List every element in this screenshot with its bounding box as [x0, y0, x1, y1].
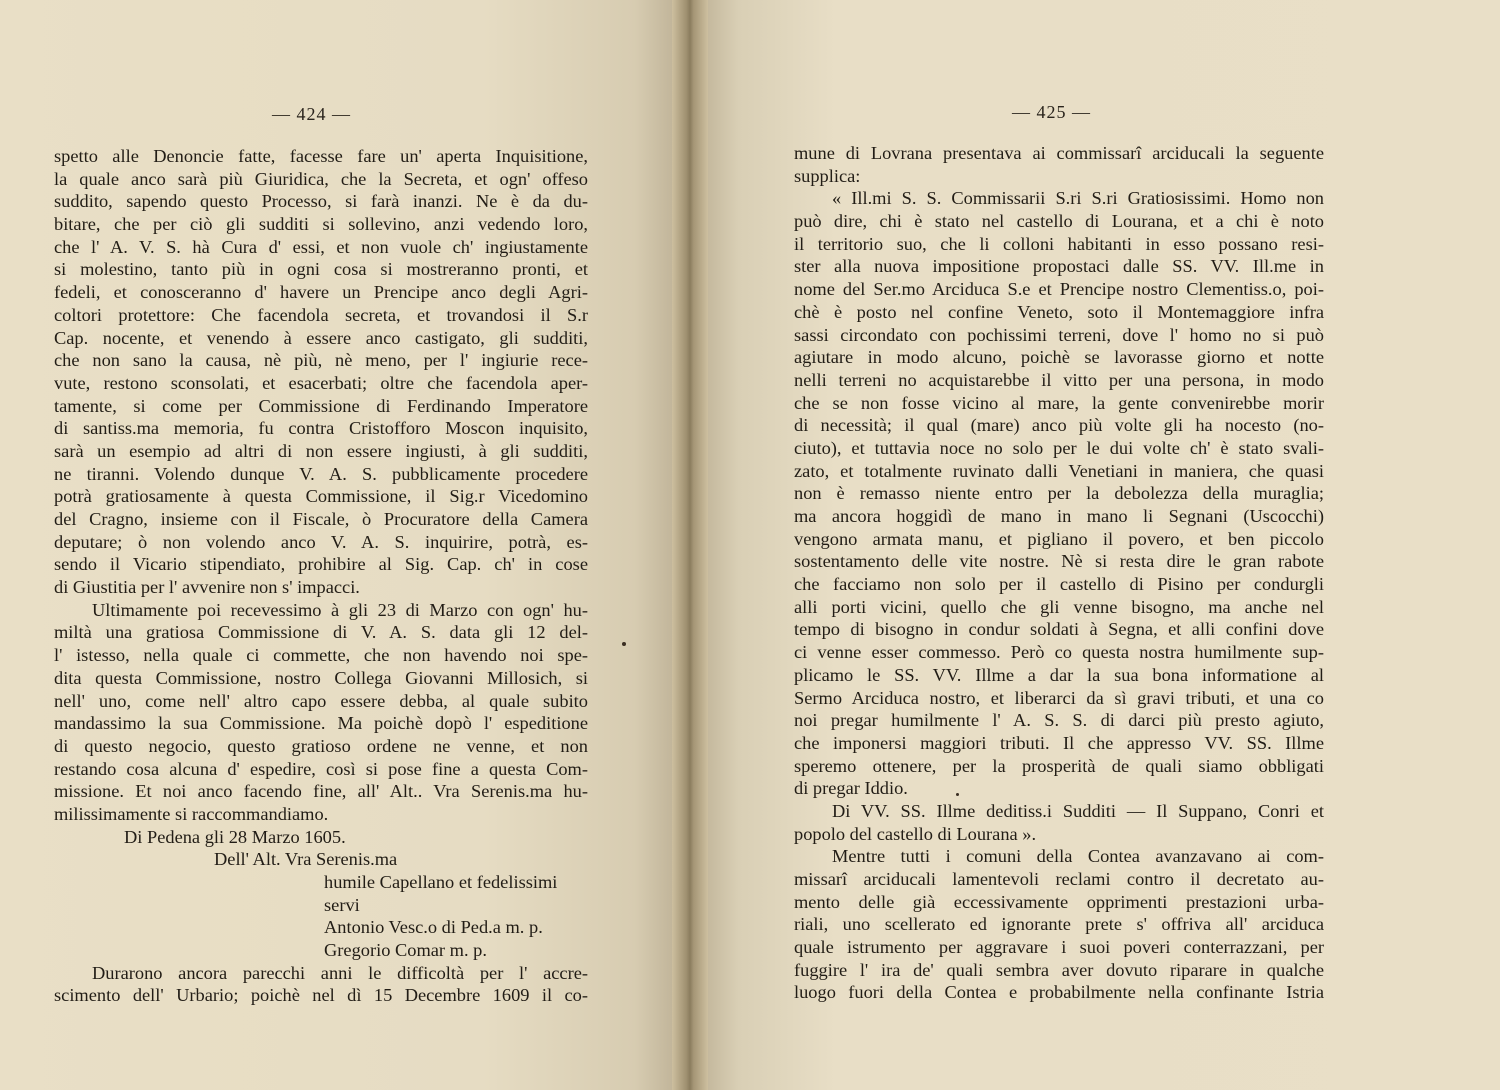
text-line: Antonio Vesc.o di Ped.a m. p.	[324, 917, 543, 938]
book-gutter	[672, 0, 708, 1090]
text-line: Di VV. SS. Illme deditiss.i Sudditi — Il Suppano, Conri et	[832, 800, 1324, 821]
text-line: Di Pedena gli 28 Marzo 1605.	[124, 826, 346, 847]
text-line: popolo del castello di Lourana ».	[794, 823, 1037, 844]
page-number-left: — 424 —	[272, 104, 351, 124]
text-line: Mentre tutti i comuni della Contea avanzavano ai com-	[832, 846, 1324, 867]
text-line: Dell' Alt. Vra Serenis.ma	[214, 849, 398, 870]
text-line: fedeli, et conosceranno d' havere un Prencipe anco degli Agri-	[54, 282, 588, 303]
left-page-text	[54, 145, 588, 1007]
text-line: chè è posto nel confine Veneto, soto il Montemaggiore infra	[794, 301, 1324, 322]
text-line: missarî arciducali lamentevoli reclami contro il decretato au-	[794, 869, 1324, 889]
ink-speck	[622, 642, 626, 646]
text-line: potrà gratiosamente à questa Commissione, il Sig.r Vicedomino	[54, 486, 588, 507]
text-line: noi pregar humilmente l' A. S. S. di darci più presto agiuto,	[794, 710, 1324, 731]
text-line: il territorio suo, che li colloni habitanti in esso possano resi-	[794, 233, 1324, 254]
text-line: ciuto), et tuttavia noce no solo per le dui volte ch' è stato svali-	[794, 437, 1324, 458]
text-line: riali, uno scellerato ed ignorante prete s' offriva all' arciduca	[794, 914, 1324, 935]
text-line: restando cosa alcuna d' espedire, così si pose fine a questa Com-	[54, 758, 588, 779]
text-line: supplica:	[794, 165, 861, 186]
text-line: Durarono ancora parecchi anni le difficoltà per l' accre-	[92, 962, 588, 983]
text-line: Gregorio Comar m. p.	[324, 940, 487, 961]
text-line: suddito, sapendo questo Processo, si farà inanzi. Ne è da du-	[54, 191, 588, 212]
text-line: servi	[324, 894, 360, 915]
text-line: luogo fuori della Contea e probabilmente nella confinante Istria	[794, 982, 1324, 1003]
text-line: mune di Lovrana presentava ai commissarî arciducali la seguente	[794, 143, 1324, 163]
text-line: Cap. nocente, et venendo à essere anco castigato, gli sudditi,	[54, 327, 588, 348]
text-line: la quale anco sarà più Giuridica, che la Secreta, et ogn' offeso	[54, 168, 588, 189]
text-line: agiutare in modo alcuno, poichè se lavorasse giorno et notte	[794, 347, 1324, 368]
text-line: missione. Et noi anco facendo fine, all' Alt.. Vra Serenis.ma hu-	[54, 781, 588, 802]
text-line: di santiss.ma memoria, fu contra Cristofforo Moscon inquisito,	[54, 418, 588, 439]
text-line: che se non fosse vicino al mare, la gente convenirebbe morir	[794, 392, 1324, 413]
text-line: scimento dell' Urbario; poichè nel dì 15 Decembre 1609 il co-	[54, 985, 588, 1006]
text-line: coltori protettore: Che facendola secreta, et trovandosi il S.r	[54, 304, 588, 325]
text-line: bitare, che per ciò gli sudditi si sollevino, anzi vedendo loro,	[54, 214, 588, 235]
text-line: Ultimamente poi recevessimo à gli 23 di Marzo con ogn' hu-	[92, 599, 588, 620]
right-page-text	[794, 142, 1324, 1004]
text-line: spetto alle Denoncie fatte, facesse fare un' aperta Inquisitione,	[54, 146, 588, 166]
text-line: milissimamente si raccommandiamo.	[54, 803, 329, 824]
text-line: sendo il Vicario stipendiato, prohibire al Sig. Cap. ch' in cose	[54, 554, 588, 575]
text-line: tamente, si come per Commissione di Ferdinando Imperatore	[54, 395, 588, 416]
text-line: non è remasso niente entro per la debolezza della muraglia;	[794, 483, 1324, 504]
text-line: ne tiranni. Volendo dunque V. A. S. pubblicamente procedere	[54, 463, 588, 484]
text-line: sassi circondato con pochissimi terreni, dove l' homo no si può	[794, 324, 1324, 345]
text-line: ci venne esser commesso. Però co questa nostra humilmente sup-	[794, 642, 1324, 663]
text-line: ma ancora hoggidì de mano in mano li Segnani (Uscocchi)	[794, 506, 1324, 526]
text-line: mento delle già eccessivamente opprimenti prestazioni urba-	[794, 891, 1324, 912]
text-line: ster alla nuova impositione propostaci dalle SS. VV. Ill.me in	[794, 256, 1324, 277]
text-line: vute, restono sconsolati, et esacerbati; oltre che facendola aper-	[54, 372, 588, 393]
text-line: zato, et totalmente ruvinato dalli Venetiani in maniera, che quasi	[794, 460, 1324, 481]
text-line: « Ill.mi S. S. Commissarii S.ri S.ri Gratiosissimi. Homo non	[832, 188, 1324, 209]
left-page	[0, 0, 690, 1090]
ink-speck	[956, 793, 959, 796]
text-line: che imponersi maggiori tributi. Il che appresso VV. SS. Illme	[794, 732, 1324, 753]
text-line: che l' A. V. S. hà Cura d' essi, et non vuole ch' ingiustamente	[54, 236, 588, 257]
text-line: che non sano la causa, nè più, nè meno, per l' ingiurie rece-	[54, 350, 588, 371]
text-line: sarà un esempio ad altri di non essere ingiusti, à gli sudditi,	[54, 440, 588, 461]
text-line: quale istrumento per aggravare i suoi poveri conterrazzani, per	[794, 937, 1324, 958]
text-line: miltà una gratiosa Commissione di V. A. S. data gli 12 del-	[54, 622, 588, 643]
text-line: tempo di bisogno in condur soldati à Segna, et alli confini dove	[794, 619, 1324, 640]
text-line: Sermo Arciduca nostro, et liberarci da sì gravi tributi, et una co	[794, 687, 1324, 708]
text-line: mandassimo la sua Commissione. Ma poichè dopò l' espeditione	[54, 713, 588, 734]
text-line: dita questa Commissione, nostro Collega Giovanni Millosich, si	[54, 667, 588, 688]
text-line: di questo negocio, questo gratioso ordene ne venne, et non	[54, 735, 588, 756]
text-line: fuggire l' ira de' quali sembra aver dovuto riparare in qualche	[794, 959, 1324, 980]
right-page	[690, 0, 1500, 1090]
text-line: di pregar Iddio.	[794, 778, 908, 799]
text-line: del Cragno, insieme con il Fiscale, ò Procuratore della Camera	[54, 509, 588, 529]
text-line: nell' uno, come nell' altro capo essere debba, al quale subito	[54, 690, 588, 711]
text-line: può dire, chi è stato nel castello di Lourana, et a chi è noto	[794, 211, 1324, 232]
text-line: vengono armata manu, et pigliano il povero, et ben piccolo	[794, 528, 1324, 549]
text-line: che facciamo non solo per il castello di Pisino per condurgli	[794, 574, 1324, 595]
text-line: plicamo le SS. VV. Illme a dar la sua bona informatione al	[794, 664, 1324, 685]
text-line: alli porti vicini, quello che gli venne bisogno, ma anche nel	[794, 596, 1324, 617]
text-line: si molestino, tanto più in ogni cosa si mostreranno pronti, et	[54, 259, 588, 280]
text-line: sostentamento delle vite nostre. Nè si resta dire le gran rabote	[794, 551, 1324, 572]
text-line: speremo ottenere, per la prosperità de quali siamo obbligati	[794, 755, 1324, 776]
text-line: di Giustitia per l' avvenire non s' impacci.	[54, 577, 360, 598]
text-line: deputare; ò non volendo anco V. A. S. inquirire, potrà, es-	[54, 531, 588, 552]
page-number-right: — 425 —	[1012, 102, 1091, 122]
text-line: nelli terreni no acquistarebbe il vitto per una persona, in modo	[794, 369, 1324, 390]
text-line: humile Capellano et fedelissimi	[324, 872, 558, 892]
text-line: l' istesso, nella quale ci commette, che non havendo noi spe-	[54, 645, 588, 666]
text-line: nome del Ser.mo Arciduca S.e et Prencipe nostro Clementiss.o, poi-	[794, 279, 1324, 300]
text-line: di necessità; il qual (mare) anco più volte gli ha nocesto (no-	[794, 415, 1324, 436]
